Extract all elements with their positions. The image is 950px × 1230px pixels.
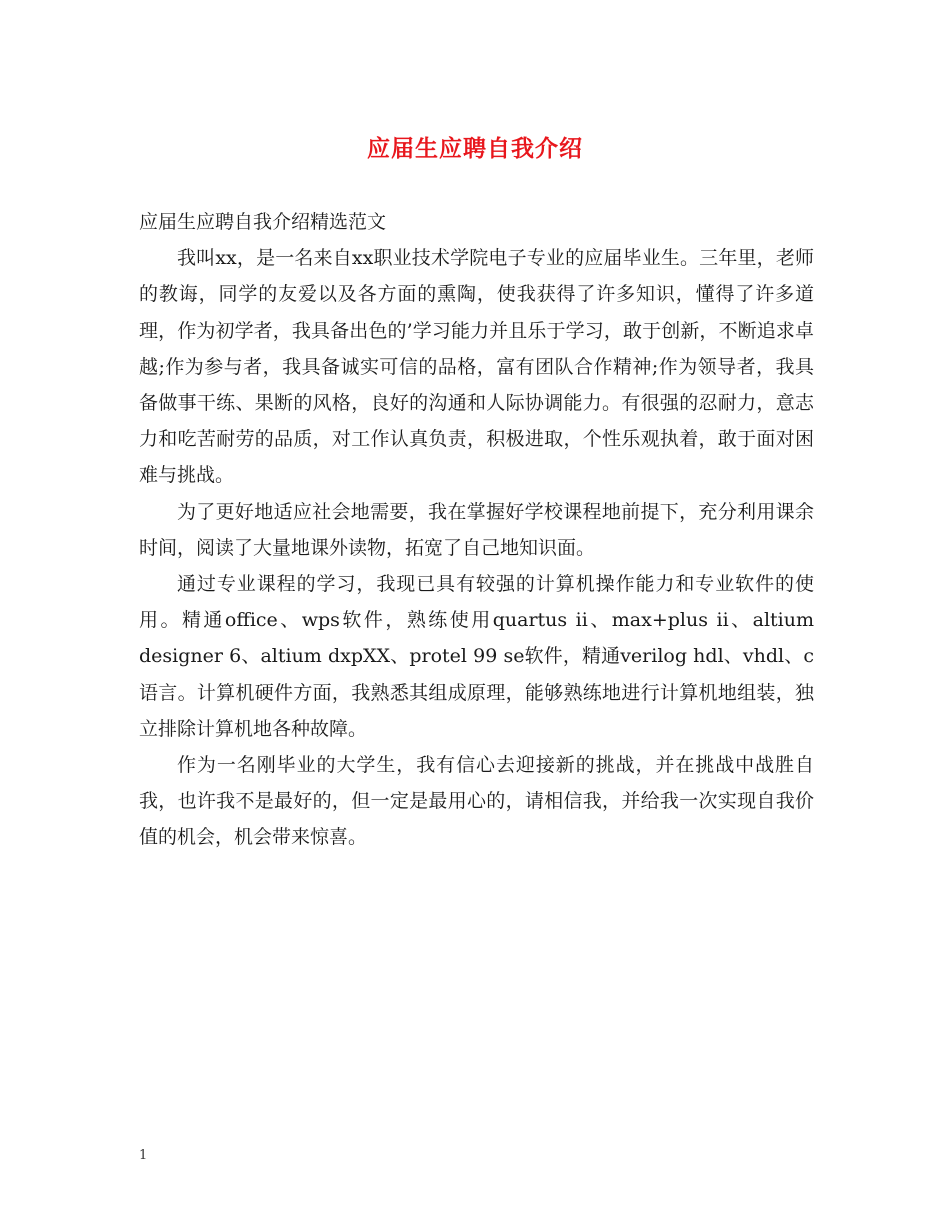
document-title: 应届生应聘自我介绍 — [367, 135, 583, 162]
document-body — [139, 204, 814, 856]
document-subtitle: 应届生应聘自我介绍精选范文 — [139, 211, 387, 233]
paragraph-closing: 作为一名刚毕业的大学生，我有信心去迎接新的挑战，并在挑战中战胜自我，也许我不是最好的，但一定是最用心的，请相信我，并给我一次实现自我价值的机会，机会带来惊喜。 — [139, 754, 814, 849]
paragraph-adaptation: 为了更好地适应社会地需要，我在掌握好学校课程地前提下，充分利用课余时间，阅读了大量地课外读物，拓宽了自己地知识面。 — [139, 500, 814, 559]
page-number: 1 — [139, 1148, 148, 1163]
paragraph-skills: 通过专业课程的学习，我现已具有较强的计算机操作能力和专业软件的使用。精通office、wps软件，熟练使用quartus ii、max+plus ii、altium designer 6、altium dxpXX、protel 99 se软件，精通verilog hdl、vhdl、c语言。计算机硬件方面，我熟悉其组成原理，能够熟练地进行计算机地组装，独立排除计算机地各种故障。 — [139, 573, 814, 740]
paragraph-intro: 我叫xx，是一名来自xx职业技术学院电子专业的应届毕业生。三年里，老师的教诲，同学的友爱以及各方面的熏陶，使我获得了许多知识，懂得了许多道理，作为初学者，我具备出色的’学习能力并且乐于学习，敢于创新，不断追求卓越;作为参与者，我具备诚实可信的品格，富有团队合作精神;作为领导者，我具备做事干练、果断的风格，良好的沟通和人际协调能力。有很强的忍耐力，意志力和吃苦耐劳的品质，对工作认真负责，积极进取，个性乐观执着，敢于面对困难与挑战。 — [139, 247, 814, 487]
